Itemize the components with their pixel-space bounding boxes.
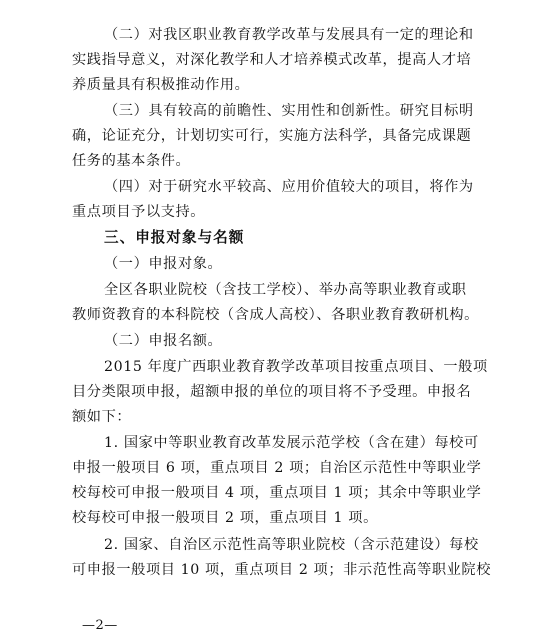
body-text-line: 教师资教育的本科院校（含成人高校）、各职业教育教研机构。	[72, 307, 479, 323]
body-text-line: 全区各职业院校（含技工学校）、举办高等职业教育或职	[104, 282, 467, 298]
list-item-line: 2. 国家、自治区示范性高等职业院校（含示范建设）每校	[104, 537, 479, 553]
list-item-line: 校每校可申报一般项目 2 项，重点项目 1 项。	[72, 510, 378, 526]
list-item-line: 校每校可申报一般项目 4 项，重点项目 1 项；其余中等职业学	[72, 485, 482, 501]
body-text-line: 额如下：	[72, 409, 132, 425]
page-number: —2—	[82, 618, 118, 633]
body-text-line: （二）对我区职业教育教学改革与发展具有一定的理论和	[104, 27, 474, 43]
body-text-line: 实践指导意义，对深化教学和人才培养模式改革，提高人才培	[72, 52, 472, 68]
body-text-line: 目分类限项申报，超额申报的单位的项目将不予受理。申报名	[72, 384, 472, 400]
body-text-line: 养质量具有积极推动作用。	[72, 77, 250, 93]
body-text-line: 2015 年度广西职业教育教学改革项目按重点项目、一般项	[104, 359, 488, 375]
body-text-line: （四）对于研究水平较高、应用价值较大的项目，将作为	[104, 179, 474, 195]
list-item-line: 1. 国家中等职业教育改革发展示范学校（含在建）每校可	[104, 435, 479, 451]
subsection-heading: （二）申报名额。	[104, 333, 223, 349]
section-heading: 三、申报对象与名额	[104, 229, 245, 246]
list-item-line: 可申报一般项目 10 项，重点项目 2 项；非示范性高等职业院校	[72, 562, 492, 578]
body-text-line: （三）具有较高的前瞻性、实用性和创新性。研究目标明	[104, 103, 474, 119]
list-item-line: 申报一般项目 6 项，重点项目 2 项；自治区示范性中等职业学	[72, 460, 482, 476]
body-text-line: 任务的基本条件。	[72, 153, 191, 169]
body-text-line: 重点项目予以支持。	[72, 204, 206, 220]
subsection-heading: （一）申报对象。	[104, 256, 223, 272]
body-text-line: 确，论证充分，计划切实可行，实施方法科学，具备完成课题	[72, 128, 472, 144]
